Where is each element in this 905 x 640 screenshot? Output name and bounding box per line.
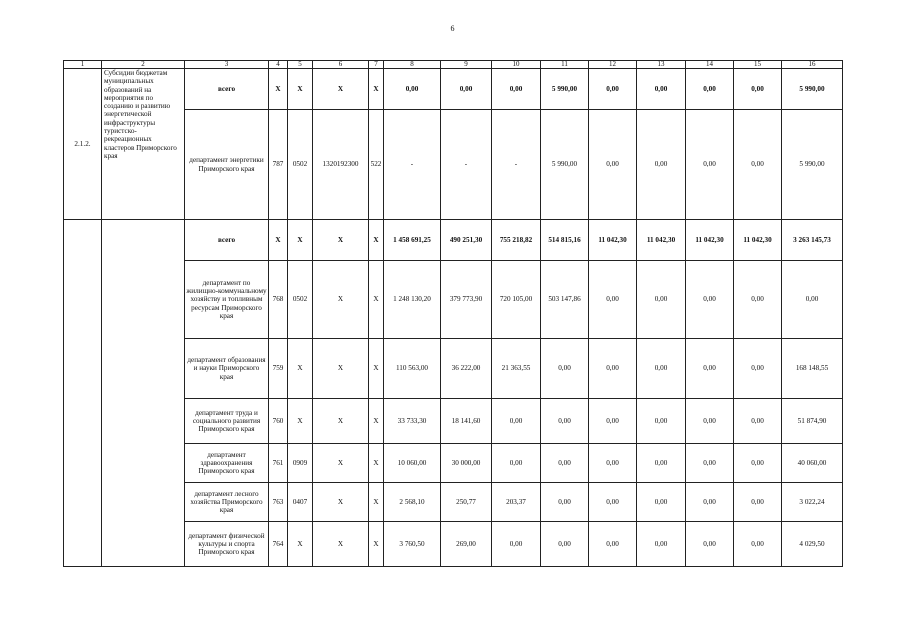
value-cell: 1320192300 — [313, 110, 369, 220]
item-name: Субсидии бюджетам муниципальных образований на мероприятия по созданию и развитию энергетической инфраструктуры туристско-рекреационных кластеров Приморского края — [102, 69, 185, 220]
column-header: 3 — [185, 61, 269, 69]
executor-cell: департамент физической культуры и спорта Приморского края — [185, 522, 269, 567]
value-cell: X — [269, 69, 288, 110]
value-cell: 11 042,30 — [686, 220, 734, 261]
value-cell: 0407 — [288, 483, 313, 522]
value-cell: 0,00 — [589, 444, 637, 483]
value-cell: 0,00 — [492, 399, 541, 444]
value-cell: 0,00 — [637, 339, 686, 399]
value-cell: 5 990,00 — [541, 69, 589, 110]
value-cell: X — [288, 339, 313, 399]
value-cell: 0,00 — [782, 261, 843, 339]
value-cell: 3 263 145,73 — [782, 220, 843, 261]
value-cell: 33 733,30 — [384, 399, 441, 444]
value-cell: 0,00 — [492, 522, 541, 567]
value-cell: 514 815,16 — [541, 220, 589, 261]
value-cell: 379 773,90 — [441, 261, 492, 339]
value-cell: 0,00 — [492, 69, 541, 110]
item-name — [102, 220, 185, 567]
value-cell: 0,00 — [589, 261, 637, 339]
value-cell: X — [288, 399, 313, 444]
value-cell: 0,00 — [686, 110, 734, 220]
value-cell: 0502 — [288, 261, 313, 339]
value-cell: 760 — [269, 399, 288, 444]
value-cell: 18 141,60 — [441, 399, 492, 444]
table-row — [64, 220, 843, 261]
value-cell: 0,00 — [637, 110, 686, 220]
budget-table — [63, 60, 843, 567]
value-cell: 0,00 — [637, 483, 686, 522]
value-cell: 0,00 — [441, 69, 492, 110]
column-header: 5 — [288, 61, 313, 69]
value-cell: 761 — [269, 444, 288, 483]
column-header: 7 — [369, 61, 384, 69]
value-cell: 11 042,30 — [637, 220, 686, 261]
value-cell: 0,00 — [734, 261, 782, 339]
value-cell: 720 105,00 — [492, 261, 541, 339]
value-cell: 1 458 691,25 — [384, 220, 441, 261]
value-cell: 0502 — [288, 110, 313, 220]
item-number — [64, 220, 102, 567]
value-cell: 21 363,55 — [492, 339, 541, 399]
value-cell: X — [369, 69, 384, 110]
value-cell: 0,00 — [734, 444, 782, 483]
value-cell: 0,00 — [686, 522, 734, 567]
value-cell: 0,00 — [589, 522, 637, 567]
value-cell: 0,00 — [734, 339, 782, 399]
value-cell: 0,00 — [734, 399, 782, 444]
value-cell: X — [288, 522, 313, 567]
column-header: 10 — [492, 61, 541, 69]
value-cell: 0,00 — [541, 483, 589, 522]
value-cell: 0,00 — [589, 483, 637, 522]
value-cell: 0,00 — [686, 399, 734, 444]
column-header: 9 — [441, 61, 492, 69]
column-header: 11 — [541, 61, 589, 69]
value-cell: 51 874,90 — [782, 399, 843, 444]
executor-cell: департамент по жилищно-коммунальному хозяйству и топливным ресурсам Приморского края — [185, 261, 269, 339]
value-cell: X — [313, 522, 369, 567]
value-cell: 0,00 — [541, 444, 589, 483]
column-header: 16 — [782, 61, 843, 69]
item-number: 2.1.2. — [64, 69, 102, 220]
value-cell: 0,00 — [637, 69, 686, 110]
value-cell: X — [269, 220, 288, 261]
value-cell: 203,37 — [492, 483, 541, 522]
value-cell: X — [288, 69, 313, 110]
column-header: 12 — [589, 61, 637, 69]
executor-cell: департамент труда и социального развития Приморского края — [185, 399, 269, 444]
value-cell: 0,00 — [734, 483, 782, 522]
value-cell: 5 990,00 — [541, 110, 589, 220]
executor-cell: всего — [185, 220, 269, 261]
value-cell: 168 148,55 — [782, 339, 843, 399]
value-cell: - — [441, 110, 492, 220]
value-cell: X — [313, 220, 369, 261]
value-cell: 5 990,00 — [782, 69, 843, 110]
value-cell: 2 568,10 — [384, 483, 441, 522]
table-row — [64, 69, 843, 110]
value-cell: 0,00 — [637, 261, 686, 339]
value-cell: 764 — [269, 522, 288, 567]
column-header: 8 — [384, 61, 441, 69]
column-header-row — [64, 61, 843, 69]
value-cell: 0,00 — [734, 110, 782, 220]
value-cell: X — [369, 339, 384, 399]
table-body — [64, 61, 843, 567]
value-cell: 0,00 — [541, 399, 589, 444]
value-cell: 0,00 — [686, 483, 734, 522]
value-cell: X — [313, 444, 369, 483]
value-cell: 503 147,86 — [541, 261, 589, 339]
value-cell: - — [384, 110, 441, 220]
value-cell: 0,00 — [637, 522, 686, 567]
column-header: 14 — [686, 61, 734, 69]
value-cell: 10 060,00 — [384, 444, 441, 483]
column-header: 1 — [64, 61, 102, 69]
value-cell: 0909 — [288, 444, 313, 483]
value-cell: 1 248 130,20 — [384, 261, 441, 339]
value-cell: X — [369, 399, 384, 444]
value-cell: 40 060,00 — [782, 444, 843, 483]
value-cell: 0,00 — [637, 399, 686, 444]
value-cell: 11 042,30 — [734, 220, 782, 261]
value-cell: 0,00 — [589, 339, 637, 399]
value-cell: 0,00 — [589, 69, 637, 110]
value-cell: 0,00 — [686, 261, 734, 339]
column-header: 6 — [313, 61, 369, 69]
value-cell: X — [313, 339, 369, 399]
value-cell: X — [369, 220, 384, 261]
value-cell: 0,00 — [589, 110, 637, 220]
value-cell: 36 222,00 — [441, 339, 492, 399]
value-cell: 0,00 — [492, 444, 541, 483]
value-cell: 490 251,30 — [441, 220, 492, 261]
page-number: 6 — [450, 24, 455, 33]
value-cell: 755 218,82 — [492, 220, 541, 261]
value-cell: X — [313, 69, 369, 110]
executor-cell: департамент энергетики Приморского края — [185, 110, 269, 220]
value-cell: 11 042,30 — [589, 220, 637, 261]
value-cell: 787 — [269, 110, 288, 220]
value-cell: 5 990,00 — [782, 110, 843, 220]
column-header: 2 — [102, 61, 185, 69]
value-cell: 0,00 — [686, 69, 734, 110]
value-cell: X — [369, 261, 384, 339]
executor-cell: департамент здравоохранения Приморского края — [185, 444, 269, 483]
value-cell: 768 — [269, 261, 288, 339]
value-cell: X — [313, 399, 369, 444]
value-cell: 30 000,00 — [441, 444, 492, 483]
value-cell: 522 — [369, 110, 384, 220]
column-header: 4 — [269, 61, 288, 69]
value-cell: 0,00 — [637, 444, 686, 483]
value-cell: 269,00 — [441, 522, 492, 567]
value-cell: 0,00 — [734, 522, 782, 567]
value-cell: X — [313, 483, 369, 522]
value-cell: - — [492, 110, 541, 220]
value-cell: 110 563,00 — [384, 339, 441, 399]
value-cell: 0,00 — [686, 444, 734, 483]
value-cell: 0,00 — [686, 339, 734, 399]
executor-cell: департамент лесного хозяйства Приморского края — [185, 483, 269, 522]
value-cell: X — [313, 261, 369, 339]
value-cell: X — [369, 483, 384, 522]
value-cell: 3 022,24 — [782, 483, 843, 522]
executor-cell: департамент образования и науки Приморского края — [185, 339, 269, 399]
value-cell: 0,00 — [541, 339, 589, 399]
value-cell: 0,00 — [384, 69, 441, 110]
value-cell: X — [369, 444, 384, 483]
column-header: 15 — [734, 61, 782, 69]
value-cell: 0,00 — [541, 522, 589, 567]
executor-cell: всего — [185, 69, 269, 110]
value-cell: 4 029,50 — [782, 522, 843, 567]
value-cell: X — [369, 522, 384, 567]
value-cell: 250,77 — [441, 483, 492, 522]
value-cell: 3 760,50 — [384, 522, 441, 567]
column-header: 13 — [637, 61, 686, 69]
value-cell: 759 — [269, 339, 288, 399]
value-cell: 0,00 — [589, 399, 637, 444]
value-cell: X — [288, 220, 313, 261]
value-cell: 0,00 — [734, 69, 782, 110]
value-cell: 763 — [269, 483, 288, 522]
